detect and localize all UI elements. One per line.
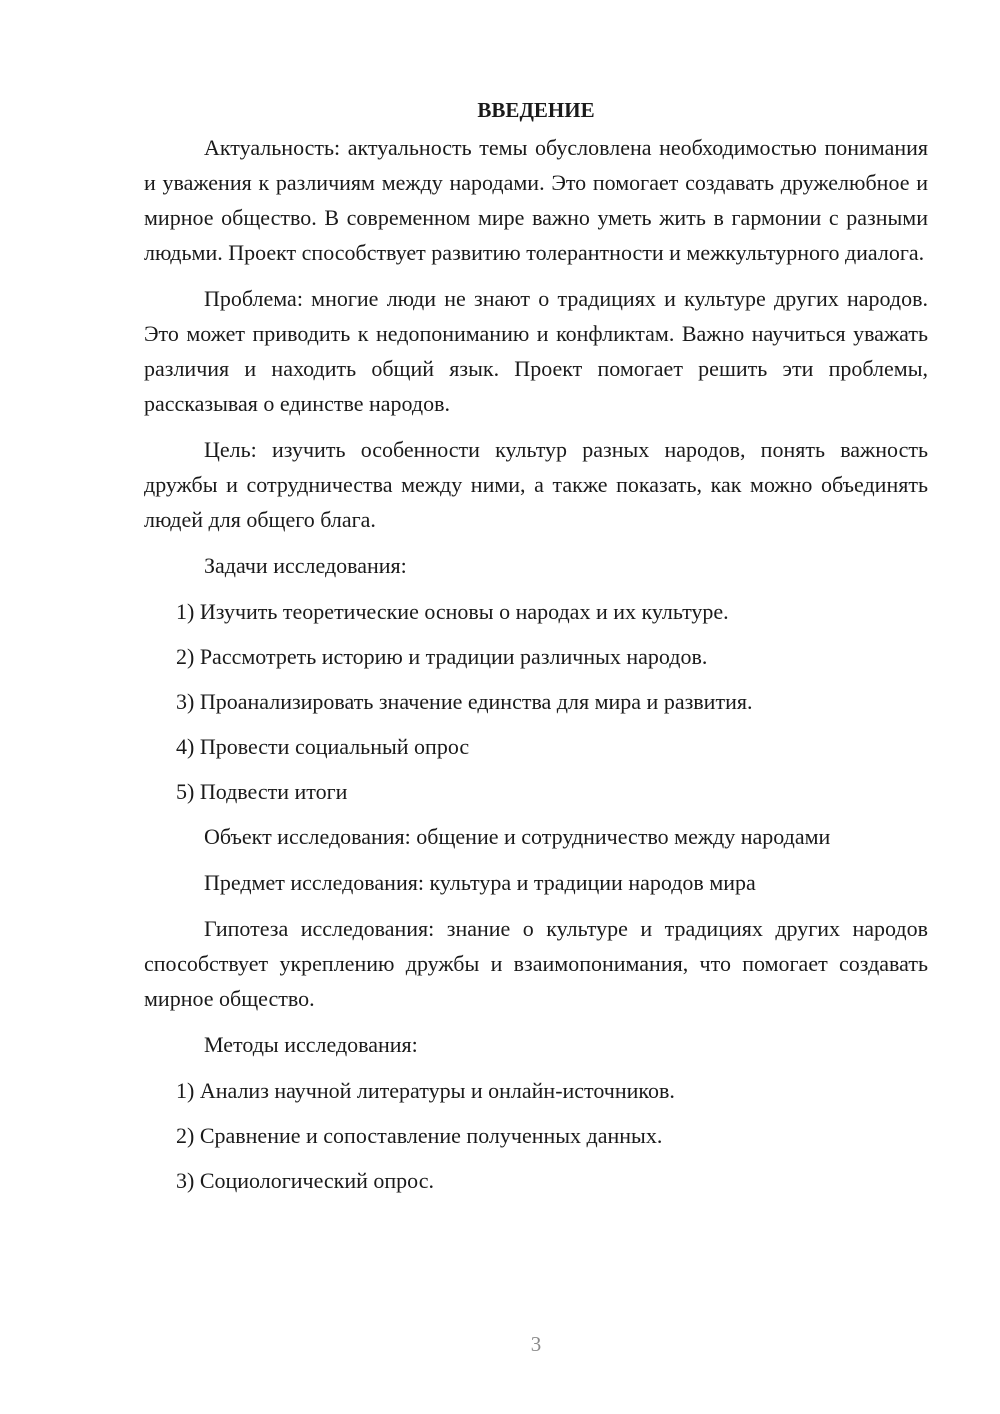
list-item: 4) Провести социальный опрос (176, 734, 470, 759)
document-page (144, 92, 928, 1208)
problem-paragraph: Проблема: многие люди не знают о традициях и культуре других народов. Это может приводить к недопониманию и конфликтам. Важно научиться уважать различия и находить общий язык. Проект помогает решить эти проблемы, рассказывая о единстве народов. (144, 286, 928, 416)
tasks-heading: Задачи исследования: (204, 553, 407, 578)
goal-paragraph: Цель: изучить особенности культур разных народов, понять важность дружбы и сотрудничества между ними, а также показать, как можно объединять людей для общего блага. (144, 437, 928, 532)
list-item: 2) Рассмотреть историю и традиции различных народов. (176, 644, 708, 669)
relevance-paragraph: Актуальность: актуальность темы обусловлена необходимостью понимания и уважения к различиям между народами. Это помогает создавать дружелюбное и мирное общество. В современном мире важно уметь жить в гармонии с разными людьми. Проект способствует развитию толерантности и межкультурного диалога. (144, 135, 928, 265)
list-item: 3) Проанализировать значение единства для мира и развития. (176, 689, 753, 714)
research-subject: Предмет исследования: культура и традиции народов мира (204, 870, 756, 895)
list-item: 3) Социологический опрос. (176, 1168, 434, 1193)
methods-heading: Методы исследования: (204, 1032, 418, 1057)
hypothesis-paragraph: Гипотеза исследования: знание о культуре и традициях других народов способствует укреплению дружбы и взаимопонимания, что помогает создавать мирное общество. (144, 916, 928, 1011)
list-item: 2) Сравнение и сопоставление полученных данных. (176, 1123, 663, 1148)
tasks-list (144, 594, 928, 809)
list-item: 1) Анализ научной литературы и онлайн-источников. (176, 1078, 675, 1103)
list-item: 1) Изучить теоретические основы о народах и их культуре. (176, 599, 729, 624)
methods-list (144, 1073, 928, 1198)
section-title: ВВЕДЕНИЕ (477, 98, 595, 122)
list-item: 5) Подвести итоги (176, 779, 348, 804)
page-number: 3 (530, 1332, 542, 1356)
research-object: Объект исследования: общение и сотрудничество между народами (204, 824, 831, 849)
